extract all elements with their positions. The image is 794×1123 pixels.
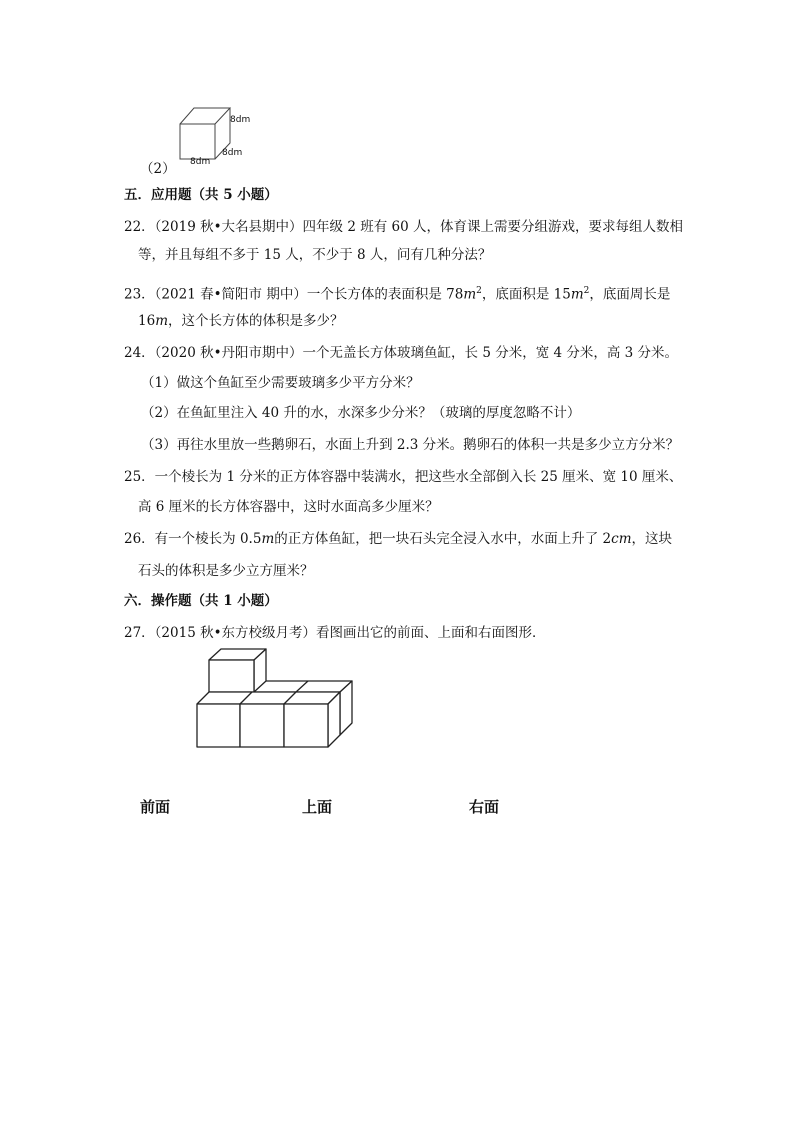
q23-text-e: ，这个长方体的体积是多少？: [168, 313, 344, 329]
q26-text-c: ，这块: [631, 531, 673, 547]
figure-2-label: （2）: [140, 161, 176, 177]
dim-depth-label: 8dm: [222, 148, 243, 158]
q22-line1: 22．（2019 秋•大名县期中）四年级 2 班有 60 人，体育课上需要分组游戏，要求每组人数相: [124, 219, 683, 235]
q26-unit1: m: [261, 531, 275, 547]
q23-unit3: m: [155, 313, 168, 329]
q23-line1: [124, 282, 670, 304]
top-view-label: 上面: [302, 798, 333, 816]
q27-line1: 27．（2015 秋•东方校级月考）看图画出它的前面、上面和右面图形．: [124, 625, 546, 641]
q23-line2: [138, 312, 344, 330]
q24-sub2: （2）在鱼缸里注入 40 升的水，水深多少分米？（玻璃的厚度忽略不计）: [141, 405, 581, 421]
q24-sub1: （1）做这个鱼缸至少需要玻璃多少平方分米？: [141, 375, 420, 391]
q23-text-b: ，底面积是 15: [481, 286, 571, 303]
q23-text-a: 23．（2021 春•简阳市 期中）一个长方体的表面积是 78: [124, 286, 464, 303]
q26-line1: [124, 530, 672, 548]
right-view-label: 右面: [469, 798, 500, 816]
q25-line1: 25．一个棱长为 1 分米的正方体容器中装满水，把这些水全部倒入长 25 厘米、宽 10 厘米、: [124, 469, 683, 485]
q25-line2: 高 6 厘米的长方体容器中，这时水面高多少厘米？: [138, 499, 439, 515]
dim-width-label: 8dm: [190, 157, 211, 167]
q24-line1: 24．（2020 秋•丹阳市期中）一个无盖长方体玻璃鱼缸，长 5 分米，宽 4 分米，高 3 分米。: [124, 345, 679, 361]
q22-line2: 等，并且每组不多于 15 人，不少于 8 人，问有几种分法？: [138, 247, 492, 263]
q23-exp2: 2: [583, 286, 590, 296]
q23-text-c: ，底面周长是: [589, 286, 671, 303]
q26-line2: 石头的体积是多少立方厘米？: [138, 563, 314, 579]
dim-height-label: 8dm: [230, 115, 251, 125]
q23-unit1: m: [463, 286, 477, 303]
q23-text-d: 16: [138, 313, 156, 329]
section-5-title: 五．应用题（共 5 小题）: [124, 187, 278, 203]
front-view-label: 前面: [140, 798, 171, 816]
q26-text-b: 的正方体鱼缸，把一块石头完全浸入水中，水面上升了 2: [274, 531, 612, 547]
q23-exp1: 2: [476, 286, 482, 296]
q26-text-a: 26．有一个棱长为 0.5: [124, 531, 262, 547]
section-6-title: 六．操作题（共 1 小题）: [124, 593, 278, 609]
q24-sub3: （3）再往水里放一些鹅卵石，水面上升到 2.3 分米。鹅卵石的体积一共是多少立方分米？: [141, 437, 680, 453]
q26-unit2: cm: [611, 531, 632, 547]
q23-unit2: m: [570, 286, 584, 303]
